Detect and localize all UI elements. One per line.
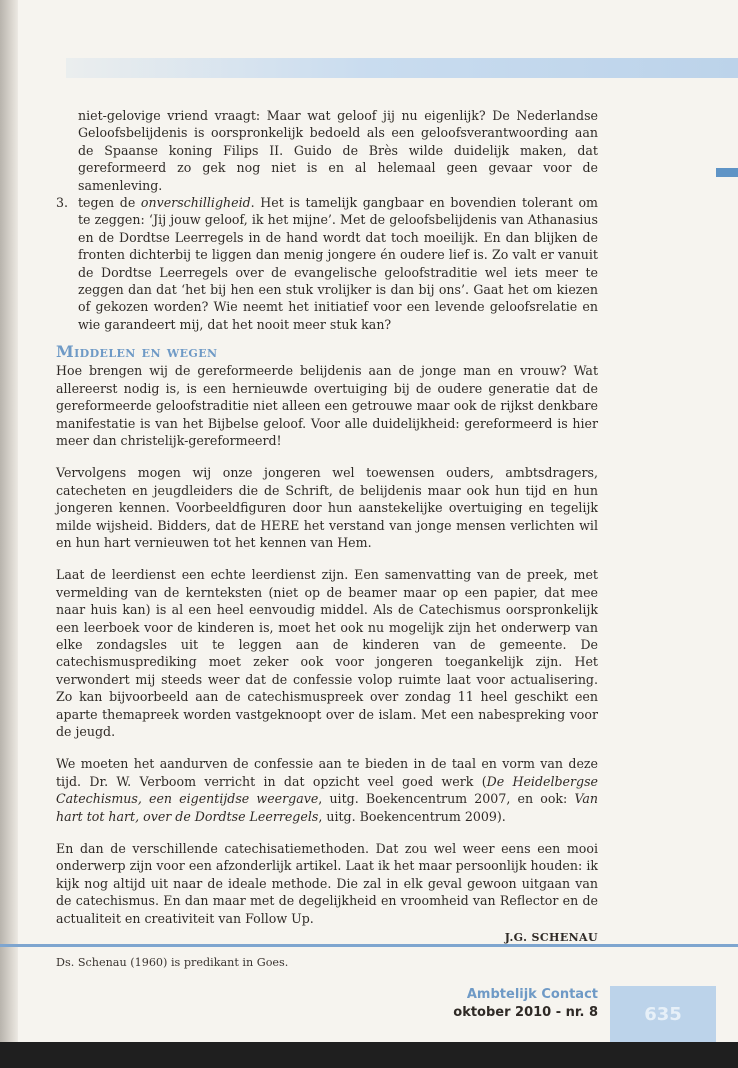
author-note: Ds. Schenau (1960) is predikant in Goes. xyxy=(56,956,289,970)
author-signature: J.G. SCHENAU xyxy=(504,931,598,945)
paragraph-methods: En dan de verschillende catechisatiemethoden. Dat zou wel weer eens een mooi onderwerp zijn voor een afzonderlijk artikel. Laat ik het maar persoonlijk houden: ik kijk nog altijd uit naar de ideale methode. Die zal in elk geval gewoon uitgaan van de catechismus. En dan maar met de degelijkheid en vroomheid van Reflector en de actualiteit en creativiteit van Follow Up. xyxy=(56,841,598,926)
list-item-continuation: niet-gelovige vriend vraagt: Maar wat geloof jij nu eigenlijk? De Nederlandse Geloofsbelijdenis is oorspronkelijk bedoeld als een geloofsverantwoording aan de Spaanse koning Filips II. Guido de Brès wilde duidelijk maken, dat gereformeerd zo gek nog niet is en al helemaal geen gevaar voor de samenleving. xyxy=(78,108,598,193)
paragraph-role-models: Vervolgens mogen wij onze jongeren wel toewensen ouders, ambtsdragers, catecheten en jeugdleiders die de Schrift, de belijdenis maar ook hun tijd en hun jongeren kennen. Voorbeeldfiguren door hun aanstekelijke overtuiging en tegelijk milde wijsheid. Bidders, dat de HERE het verstand van jonge mensen verlichten wil en hun hart vernieuwen tot het kennen van Hem. xyxy=(56,465,598,550)
list-item-rest: . Het is tamelijk gangbaar en bovendien tolerant om te zeggen: ‘Jij jouw geloof, ik het mijne’. Met de geloofsbelijdenis van Athanasius en de Dordtse Leerregels in de hand wordt dat toch moeilijk. En dan blijken de fronten dichterbij te liggen dan menig jongere én oudere lief is. Zo valt er vanuit de Dordtse Leerregels over de evangelische geloofstraditie wel iets meer te zeggen dan dat ‘het bij hen een stuk vrolijker is dan bij ons’. Gaat het om kiezen of gekozen worden? Wie neemt het initiatief voor een levende geloofsrelatie en wie garandeert mij, dat het nooit meer stuk kan? xyxy=(78,195,598,332)
paragraph-teaching-service: Laat de leerdienst een echte leerdienst zijn. Een samenvatting van de preek, met vermelding van de kernteksten (niet op de beamer maar op een papier, dat mee naar huis kan) is al een heel eenvoudig middel. Als de Catechismus oorspronkelijk een leerboek voor de kinderen is, moet het ook nu mogelijk zijn het onderwerp van elke zondagsles uit te leggen aan de kinderen van de gemeente. De catechismusprediking moet zeker ook voor jongeren toegankelijk zijn. Het verwondert mij steeds weer dat de confessie volop ruimte laat voor actualisering. Zo kan bijvoorbeeld aan de catechismuspreek over zondag 11 heel geschikt een aparte themapreek worden vastgeknoopt over de islam. Met een nabespreking voor de jeugd. xyxy=(56,567,598,739)
list-number: 3. xyxy=(56,195,69,211)
paragraph-text: , uitg. Boekencentrum 2009). xyxy=(318,808,506,824)
paragraph-contemporary-language xyxy=(56,755,598,825)
paragraph-text: , uitg. Boekencentrum 2007, en ook: xyxy=(318,791,575,807)
book-title: Van hart tot hart, over de Dordtse Leerregels xyxy=(56,791,599,824)
magazine-info xyxy=(420,986,598,1022)
list-item-lead: tegen de xyxy=(78,195,141,211)
margin-marker xyxy=(716,168,738,177)
header-color-band xyxy=(66,58,738,78)
section-heading: Middelen en wegen xyxy=(56,342,218,362)
article-body xyxy=(56,107,598,972)
issue-info: oktober 2010 - nr. 8 xyxy=(453,1005,598,1020)
page-binding-edge xyxy=(0,0,18,1068)
paragraph-intro: Hoe brengen wij de gereformeerde belijdenis aan de jonge man en vrouw? Wat allereerst nodig is, is een hernieuwde overtuiging bij de oudere generatie dat de gereformeerde geloofstraditie niet alleen een getrouwe maar ook de rijkst denkbare manifestatie is van het Bijbelse geloof. Voor alle duidelijkheid: gereformeerd is hier meer dan christelijk-gereformeerd! xyxy=(56,363,598,448)
page-number: 635 xyxy=(610,986,716,1042)
scan-edge xyxy=(0,1042,738,1068)
list-item-3 xyxy=(56,194,598,333)
book-title: De Heidelbergse Catechismus, een eigentijdse weergave xyxy=(56,773,598,807)
list-item-emphasis: onverschilligheid xyxy=(140,195,251,211)
paragraph-text: We moeten het aandurven de confessie aan te bieden in de taal en vorm van deze tijd. Dr. W. Verboom verricht in dat opzicht veel goed werk ( xyxy=(56,756,598,789)
magazine-title: Ambtelijk Contact xyxy=(466,987,598,1002)
footer-rule xyxy=(0,944,738,947)
